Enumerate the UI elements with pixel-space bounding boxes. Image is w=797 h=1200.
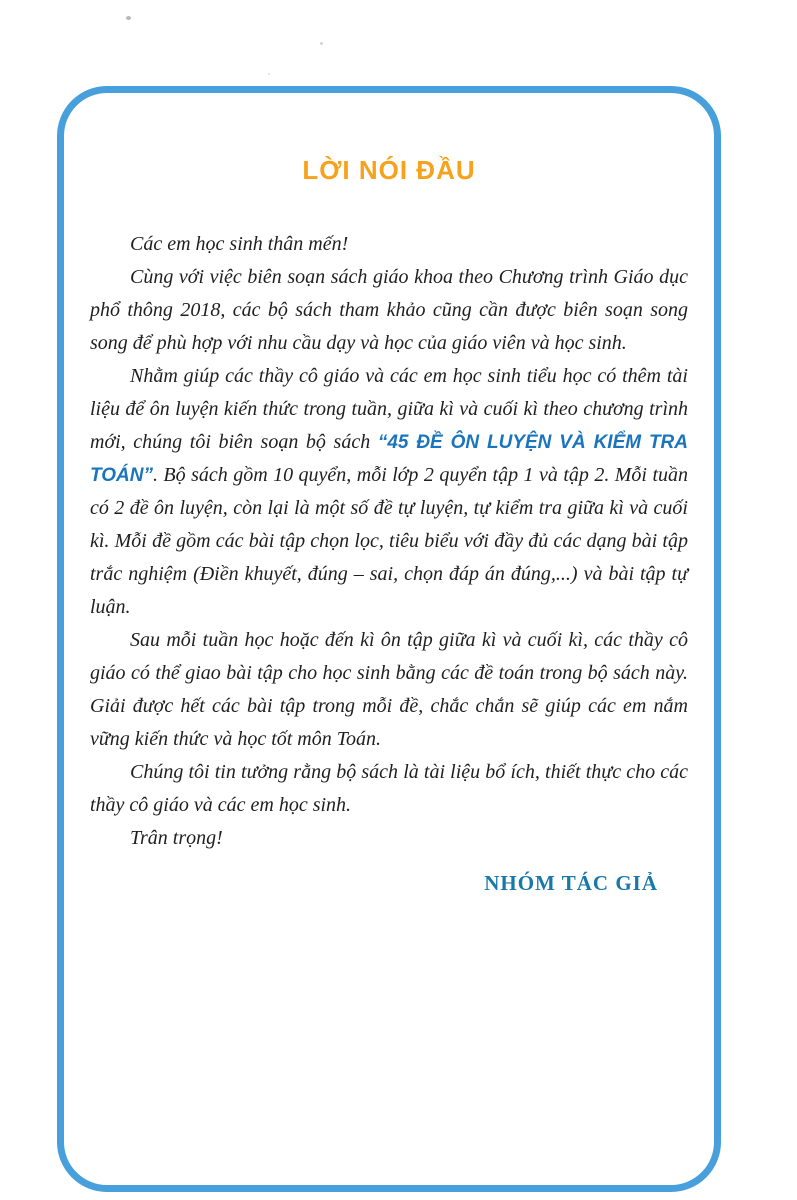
scan-artifact-dot <box>320 42 323 45</box>
scan-artifact-dot <box>268 73 270 75</box>
paragraph-book-description-lead: Nhằm giúp các thầy cô giáo và các em học sinh tiểu học có thêm tài liệu để ôn luyện kiến thức trong tuần, giữa kì và cuối kì theo chương trình mới, chúng tôi biên soạn bộ sách <box>90 365 688 453</box>
page-title: LỜI NÓI ĐẦU <box>302 155 476 185</box>
paragraph-hope: Chúng tôi tin tưởng rằng bộ sách là tài liệu bổ ích, thiết thực cho các thầy cô giáo và các em học sinh. <box>90 761 688 816</box>
signature-row <box>90 871 688 896</box>
scan-artifact-dot <box>126 16 131 20</box>
author-signature: NHÓM TÁC GIẢ <box>484 871 658 895</box>
paragraph-book-description-rest: . Bộ sách gồm 10 quyển, mỗi lớp 2 quyển tập 1 và tập 2. Mỗi tuần có 2 đề ôn luyện, còn lại là một số đề tự luyện, tự kiểm tra giữa kì và cuối kì. Mỗi đề gồm các bài tập chọn lọc, tiêu biểu với đầy đủ các dạng bài tập trắc nghiệm (Điền khuyết, đúng – sai, chọn đáp án đúng,...) và bài tập tự luận. <box>90 464 688 618</box>
page-content <box>64 93 714 1185</box>
paragraph-book-description <box>90 360 688 624</box>
paragraph-usage: Sau mỗi tuần học hoặc đến kì ôn tập giữa kì và cuối kì, các thầy cô giáo có thể giao bài tập cho học sinh bằng các đề toán trong bộ sách này. Giải được hết các bài tập trong mỗi đề, chắc chắn sẽ giúp các em nắm vững kiến thức và học tốt môn Toán. <box>90 629 688 750</box>
paragraph-greeting: Các em học sinh thân mến! <box>130 233 349 255</box>
preface-body <box>90 228 688 855</box>
paragraph-closing: Trân trọng! <box>130 827 223 849</box>
page-border-frame <box>57 86 721 1192</box>
book-series-title: “45 ĐỀ ÔN LUYỆN VÀ KIỂM TRA TOÁN” <box>90 432 688 486</box>
paragraph-intro: Cùng với việc biên soạn sách giáo khoa theo Chương trình Giáo dục phổ thông 2018, các bộ sách tham khảo cũng cần được biên soạn song song để phù hợp với nhu cầu dạy và học của giáo viên và học sinh. <box>90 266 688 354</box>
